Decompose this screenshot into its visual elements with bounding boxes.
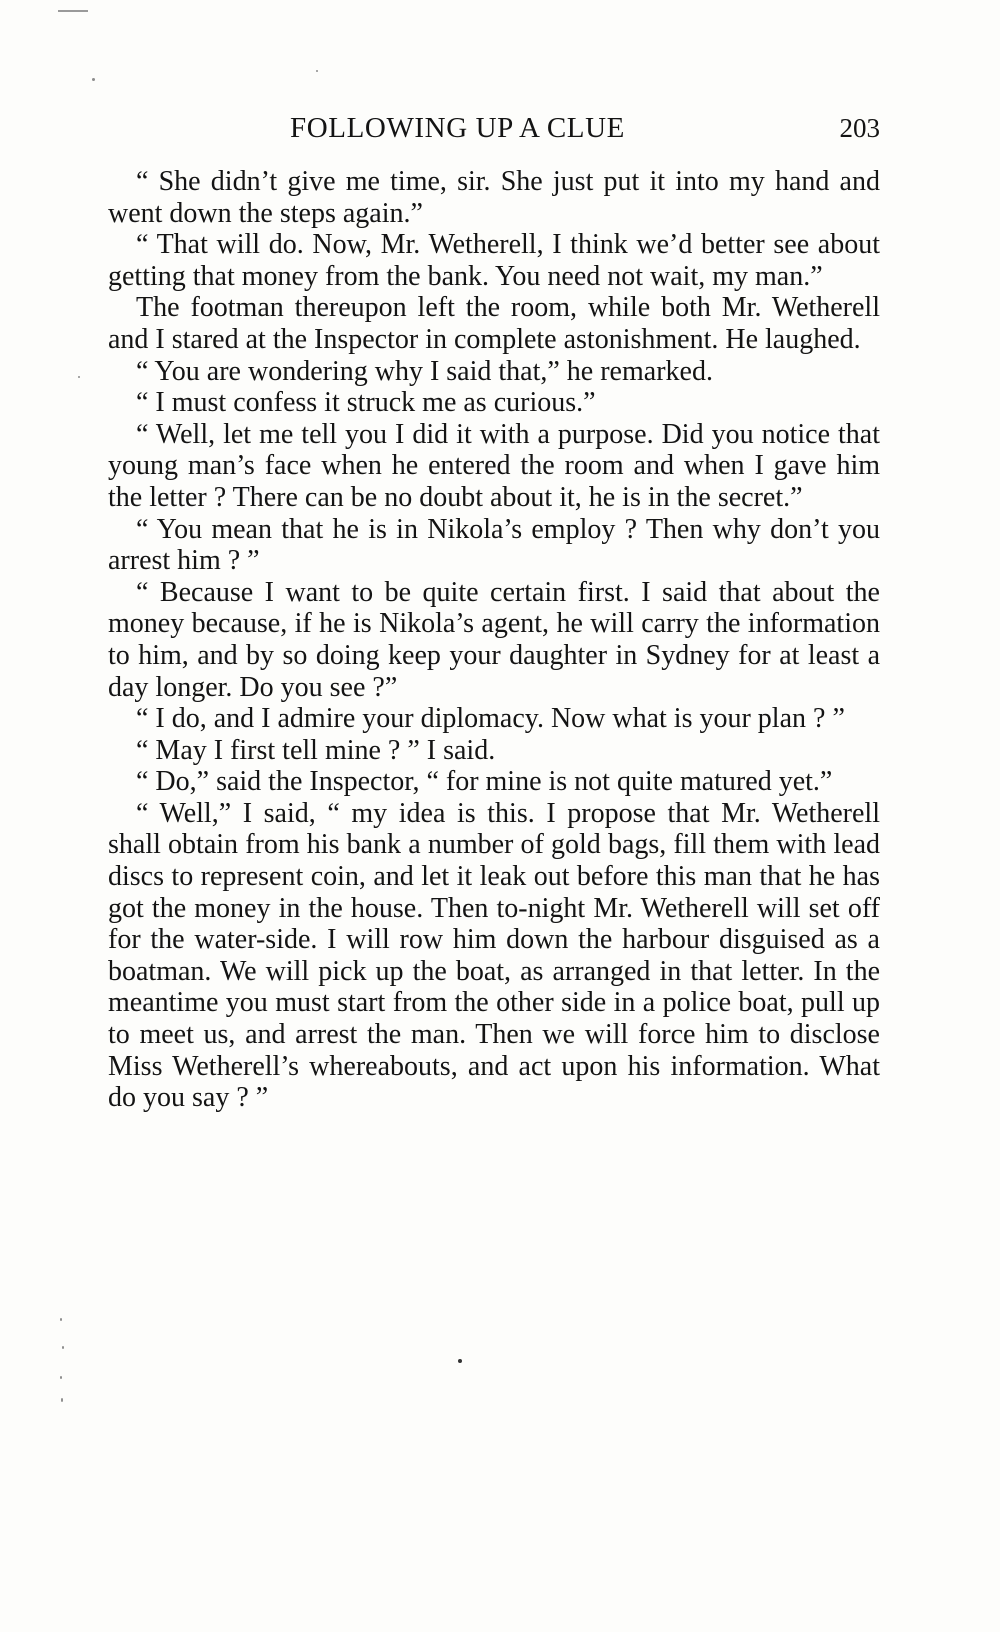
paragraph: “ She didn’t give me time, sir. She just put it into my hand and went down the steps again.” (108, 166, 880, 229)
page-number: 203 (839, 113, 880, 143)
paragraph: “ I must confess it struck me as curious.” (136, 387, 596, 419)
running-head (110, 108, 880, 148)
scan-speck (62, 1346, 64, 1349)
paragraph: “ You are wondering why I said that,” he remarked. (136, 355, 713, 387)
scan-speck (60, 1318, 62, 1321)
paragraph: “ You mean that he is in Nikola’s employ ? Then why don’t you arrest him ? ” (108, 513, 880, 577)
scan-speck (92, 78, 95, 81)
paragraph: “ I do, and I admire your diplomacy. Now what is your plan ? ” (136, 703, 845, 735)
paragraph: “ Because I want to be quite certain first. I said that about the money because, if he is Nikola’s agent, he will carry the information to him, and by so doing keep your daughter in Sydney for at least a day longer. Do you see ?” (108, 576, 880, 703)
scan-speck (316, 70, 318, 72)
scan-edge-mark (58, 10, 88, 12)
chapter-title: FOLLOWING UP A CLUE (290, 112, 625, 144)
paragraph: The footman thereupon left the room, while both Mr. Wetherell and I stared at the Inspector in complete astonishment. He laughed. (108, 292, 880, 355)
scan-speck (458, 1359, 462, 1363)
paragraph: “ Well,” I said, “ my idea is this. I propose that Mr. Wetherell shall obtain from his bank a number of gold bags, fill them with lead discs to represent coin, and let it leak out before this man that he has got the money in the house. Then to-night Mr. Wetherell will set off for the water-side. I will row him down the harbour disguised as a boatman. We will pick up the boat, as arranged in that letter. In the meantime you must start from the other side in a police boat, pull up to meet us, and arrest the man. Then we will force him to disclose Miss Wetherell’s whereabouts, and act upon his information. What do you say ? ” (108, 797, 880, 1114)
scan-speck (60, 1376, 62, 1379)
scan-speck (61, 1398, 63, 1402)
scan-speck (78, 376, 80, 378)
paragraph: “ That will do. Now, Mr. Wetherell, I think we’d better see about getting that money from the bank. You need not wait, my man.” (108, 229, 880, 292)
paragraph: “ Do,” said the Inspector, “ for mine is not quite matured yet.” (136, 766, 833, 798)
body-text (108, 166, 880, 1114)
paragraph: “ May I first tell mine ? ” I said. (136, 734, 496, 766)
paragraph: “ Well, let me tell you I did it with a purpose. Did you notice that young man’s face when he entered the room and when I gave him the letter ? There can be no doubt about it, he is in the secret.” (108, 418, 880, 513)
